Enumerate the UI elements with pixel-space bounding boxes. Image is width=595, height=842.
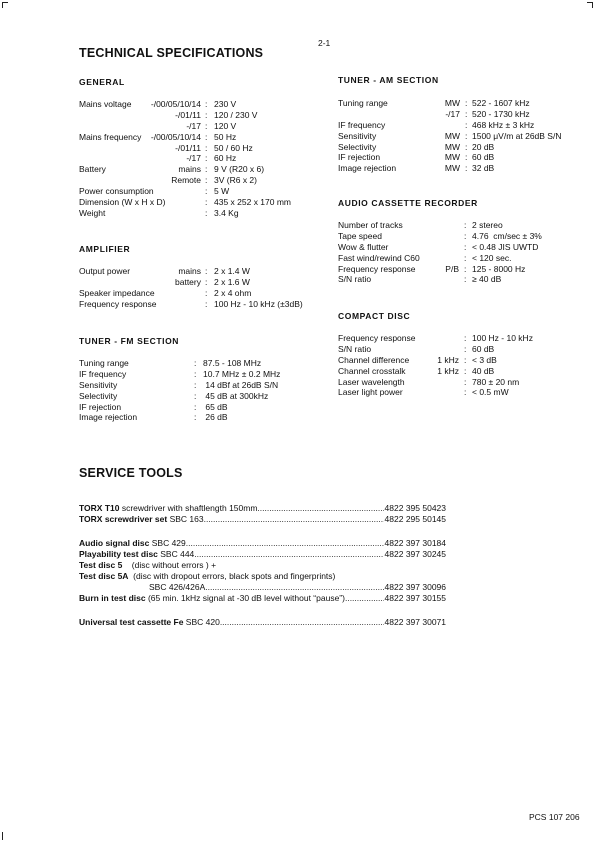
- corner-mark-top-right-h: [587, 2, 593, 3]
- spec-separator: :: [464, 220, 467, 230]
- spec-row: [338, 120, 588, 131]
- tuner-fm-spec-list: [79, 358, 329, 423]
- spec-row: [338, 131, 588, 142]
- spec-row: [79, 288, 329, 299]
- general-heading: GENERAL: [79, 77, 125, 87]
- spec-label: S/N ratio: [338, 343, 372, 354]
- spec-separator: :: [464, 387, 467, 398]
- tool-row-burn-in-disc: Burn in test disc (65 min. 1kHz signal at -30 dB level without “pause”) ..... 4822 397 30155: [79, 593, 446, 604]
- spec-separator: :: [205, 298, 208, 309]
- spec-separator: :: [465, 130, 468, 141]
- spec-separator: :: [464, 365, 467, 376]
- spec-label: Dimension (W x H x D): [79, 197, 166, 208]
- spec-label: Wow & flutter: [338, 241, 389, 252]
- spec-band: MW: [444, 130, 460, 141]
- spec-label: Sensitivity: [79, 379, 118, 390]
- spec-row: [338, 366, 588, 377]
- spec-value: 120 / 230 V: [214, 109, 258, 120]
- spec-value: 60 dB: [472, 343, 495, 354]
- spec-band: MW: [444, 141, 460, 152]
- spec-separator: :: [205, 207, 208, 218]
- spec-label: Frequency response: [338, 263, 416, 274]
- tuner-fm-heading: TUNER - FM SECTION: [79, 336, 180, 346]
- spec-band: P/B: [445, 263, 459, 274]
- tool-row-universal-cassette: Universal test cassette Fe SBC 420 ..... 4822 397 30071: [79, 617, 446, 628]
- spec-separator: :: [464, 343, 467, 354]
- spec-row: [79, 380, 329, 391]
- spec-variant: Remote: [171, 175, 201, 186]
- spec-row: [338, 387, 588, 398]
- spec-separator: :: [205, 120, 208, 131]
- spec-row: [338, 98, 588, 109]
- spec-separator: :: [205, 287, 208, 298]
- spec-label: S/N ratio: [338, 274, 372, 285]
- spec-row: [79, 175, 329, 186]
- spec-separator: :: [465, 152, 468, 163]
- spec-row: [79, 208, 329, 219]
- footer-document-code: PCS 107 206: [529, 812, 580, 822]
- spec-row: [338, 242, 588, 253]
- spec-value: < 0.5 mW: [472, 387, 509, 398]
- spec-row: [338, 344, 588, 355]
- page-number: 2-1: [318, 38, 331, 48]
- spec-row: [338, 152, 588, 163]
- spec-separator: :: [464, 333, 467, 343]
- spec-value: 100 Hz - 10 kHz: [472, 333, 533, 343]
- spec-separator: :: [205, 142, 208, 153]
- spec-value: 100 Hz - 10 kHz (±3dB): [214, 298, 303, 309]
- spec-value: 60 dB: [472, 152, 495, 163]
- tool-row-sbc-426: SBC 426/426A ..... 4822 397 30096: [149, 582, 446, 593]
- spec-value: 2 x 1.6 W: [214, 276, 250, 287]
- spec-value: 230 V: [214, 99, 237, 109]
- spec-label: Frequency response: [79, 298, 157, 309]
- spec-value: 65 dB: [203, 401, 228, 412]
- spec-row: [338, 220, 588, 231]
- spec-row: [338, 142, 588, 153]
- spec-label: IF frequency: [79, 368, 127, 379]
- spec-variant: -/17: [186, 120, 201, 131]
- spec-value: 45 dB at 300kHz: [203, 390, 269, 401]
- spec-label: Battery: [79, 164, 106, 175]
- spec-value: 87.5 - 108 MHz: [203, 358, 262, 368]
- spec-separator: :: [205, 276, 208, 287]
- spec-row: [79, 369, 329, 380]
- spec-label: Frequency response: [338, 333, 416, 343]
- spec-label: Weight: [79, 207, 106, 218]
- spec-row: [338, 377, 588, 388]
- cassette-spec-list: [338, 220, 588, 285]
- spec-separator: :: [464, 354, 467, 365]
- corner-mark-bottom-left: [2, 832, 3, 840]
- spec-separator: :: [464, 263, 467, 274]
- spec-separator: :: [205, 164, 208, 175]
- part-code: 4822 397 30245: [384, 549, 446, 559]
- spec-separator: :: [194, 401, 197, 412]
- tuner-am-spec-list: [338, 98, 588, 174]
- spec-row: [338, 264, 588, 275]
- spec-label: Image rejection: [338, 163, 397, 174]
- spec-value: 50 / 60 Hz: [214, 142, 253, 153]
- page-title: TECHNICAL SPECIFICATIONS: [79, 46, 264, 60]
- spec-row: [79, 412, 329, 423]
- spec-value: 32 dB: [472, 163, 495, 174]
- tool-row-torx-set: TORX screwdriver set SBC 163 ..... 4822 295 50145: [79, 514, 446, 525]
- spec-separator: :: [194, 390, 197, 401]
- tool-row-torx-t10: TORX T10 screwdriver with shaftlength 150mm ..... 4822 395 50423: [79, 503, 446, 514]
- spec-band: 1 kHz: [437, 354, 459, 365]
- tool-row-playability-disc: Playability test disc SBC 444 ..... 4822 397 30245: [79, 549, 446, 560]
- spec-row: [79, 277, 329, 288]
- spec-label: IF rejection: [79, 401, 122, 412]
- spec-variant: -/00/05/10/14: [150, 99, 201, 109]
- spec-row: [79, 132, 329, 143]
- spec-value: 9 V (R20 x 6): [214, 164, 265, 175]
- spec-separator: :: [205, 99, 208, 109]
- spec-band: MW: [444, 152, 460, 163]
- spec-row: [338, 109, 588, 120]
- spec-separator: :: [465, 163, 468, 174]
- spec-row: [338, 274, 588, 285]
- compact-disc-spec-list: [338, 333, 588, 398]
- part-code: 4822 397 30155: [384, 593, 446, 603]
- spec-separator: :: [464, 376, 467, 387]
- spec-value: 2 x 4 ohm: [214, 287, 252, 298]
- spec-row: [79, 110, 329, 121]
- spec-value: 5 W: [214, 186, 230, 197]
- spec-separator: :: [205, 175, 208, 186]
- tuner-am-heading: TUNER - AM SECTION: [338, 75, 439, 85]
- spec-variant: -/01/11: [175, 109, 201, 120]
- spec-value: 2 x 1.4 W: [214, 266, 250, 276]
- spec-row: [338, 355, 588, 366]
- spec-label: Channel crosstalk: [338, 365, 406, 376]
- spec-value: 780 ± 20 nm: [472, 376, 520, 387]
- spec-separator: :: [194, 412, 197, 423]
- spec-separator: :: [465, 98, 468, 108]
- spec-label: Output power: [79, 266, 131, 276]
- part-code: 4822 395 50423: [384, 503, 446, 513]
- spec-value: 60 Hz: [214, 153, 237, 164]
- spec-separator: :: [205, 197, 208, 208]
- spec-label: Sensitivity: [338, 130, 377, 141]
- spec-band: -/17: [445, 108, 460, 119]
- spec-label: Image rejection: [79, 412, 138, 423]
- spec-value: 520 - 1730 kHz: [472, 108, 530, 119]
- spec-label: Laser wavelength: [338, 376, 405, 387]
- spec-separator: :: [194, 358, 197, 368]
- spec-variant: mains: [178, 266, 201, 276]
- spec-label: Tuning range: [79, 358, 129, 368]
- spec-value: 14 dBf at 26dB S/N: [203, 379, 279, 390]
- spec-value: 10.7 MHz ± 0.2 MHz: [203, 368, 281, 379]
- spec-row: [338, 333, 588, 344]
- spec-value: 40 dB: [472, 365, 495, 376]
- spec-separator: :: [464, 230, 467, 241]
- tool-row-audio-signal-disc: Audio signal disc SBC 429 ..... 4822 397 30184: [79, 538, 446, 549]
- spec-value: 50 Hz: [214, 131, 237, 142]
- spec-variant: -/00/05/10/14: [150, 131, 201, 142]
- spec-row: [79, 153, 329, 164]
- spec-label: Mains voltage: [79, 99, 132, 109]
- spec-row: [79, 266, 329, 277]
- spec-label: Speaker impedance: [79, 287, 155, 298]
- spec-label: IF rejection: [338, 152, 381, 163]
- spec-value: 2 stereo: [472, 220, 503, 230]
- spec-separator: :: [465, 141, 468, 152]
- spec-label: Selectivity: [338, 141, 377, 152]
- spec-separator: :: [205, 186, 208, 197]
- service-tools-heading: SERVICE TOOLS: [79, 466, 183, 480]
- amplifier-spec-list: [79, 266, 329, 310]
- spec-separator: :: [465, 108, 468, 119]
- spec-row: [338, 231, 588, 242]
- part-code: 4822 397 30071: [384, 617, 446, 627]
- spec-label: Power consumption: [79, 186, 154, 197]
- spec-value: 3.4 Kg: [214, 207, 239, 218]
- spec-band: 1 kHz: [437, 365, 459, 376]
- spec-value: 522 - 1607 kHz: [472, 98, 530, 108]
- spec-label: Number of tracks: [338, 220, 403, 230]
- spec-value: 120 V: [214, 120, 237, 131]
- spec-variant: -/17: [186, 153, 201, 164]
- spec-separator: :: [194, 379, 197, 390]
- spec-row: [79, 358, 329, 369]
- spec-value: < 120 sec.: [472, 252, 512, 263]
- part-code: 4822 397 30096: [384, 582, 446, 592]
- spec-value: 468 kHz ± 3 kHz: [472, 119, 535, 130]
- spec-variant: mains: [178, 164, 201, 175]
- spec-separator: :: [205, 131, 208, 142]
- spec-row: [79, 197, 329, 208]
- spec-value: 20 dB: [472, 141, 495, 152]
- spec-value: 26 dB: [203, 412, 228, 423]
- spec-band: MW: [444, 163, 460, 174]
- spec-separator: :: [194, 368, 197, 379]
- spec-value: 4.76 cm/sec ± 3%: [472, 230, 542, 241]
- spec-row: [79, 143, 329, 154]
- part-code: 4822 295 50145: [384, 514, 446, 524]
- tool-row-test-disc-5a: Test disc 5A (disc with dropout errors, black spots and fingerprints): [79, 571, 336, 581]
- spec-label: Tape speed: [338, 230, 382, 241]
- spec-label: Fast wind/rewind C60: [338, 252, 420, 263]
- spec-row: [79, 121, 329, 132]
- spec-row: [338, 163, 588, 174]
- spec-label: Selectivity: [79, 390, 118, 401]
- spec-row: [79, 99, 329, 110]
- spec-value: < 0.48 JIS UWTD: [472, 241, 539, 252]
- spec-value: 1500 μV/m at 26dB S/N: [472, 130, 562, 141]
- cassette-heading: AUDIO CASSETTE RECORDER: [338, 198, 478, 208]
- spec-label: Laser light power: [338, 387, 403, 398]
- part-code: 4822 397 30184: [384, 538, 446, 548]
- spec-separator: :: [464, 241, 467, 252]
- spec-separator: :: [465, 119, 468, 130]
- general-spec-list: [79, 99, 329, 219]
- spec-variant: -/01/11: [175, 142, 201, 153]
- spec-value: 125 - 8000 Hz: [472, 263, 526, 274]
- spec-label: IF frequency: [338, 119, 386, 130]
- spec-value: ≥ 40 dB: [472, 274, 502, 285]
- amplifier-heading: AMPLIFIER: [79, 244, 131, 254]
- spec-value: 3V (R6 x 2): [214, 175, 257, 186]
- spec-band: MW: [444, 98, 460, 108]
- spec-label: Tuning range: [338, 98, 388, 108]
- spec-variant: battery: [175, 276, 201, 287]
- spec-row: [79, 164, 329, 175]
- spec-separator: :: [464, 252, 467, 263]
- spec-row: [79, 299, 329, 310]
- spec-separator: :: [205, 266, 208, 276]
- compact-disc-heading: COMPACT DISC: [338, 311, 411, 321]
- spec-row: [79, 186, 329, 197]
- tool-row-test-disc-5: Test disc 5 (disc without errors ) +: [79, 560, 217, 570]
- spec-label: Mains frequency: [79, 131, 142, 142]
- spec-value: < 3 dB: [472, 354, 497, 365]
- spec-row: [79, 402, 329, 413]
- spec-row: [79, 391, 329, 402]
- spec-separator: :: [464, 274, 467, 285]
- spec-label: Channel difference: [338, 354, 410, 365]
- spec-row: [338, 253, 588, 264]
- spec-separator: :: [205, 109, 208, 120]
- spec-value: 435 x 252 x 170 mm: [214, 197, 292, 208]
- corner-mark-top-left-h: [2, 2, 8, 3]
- spec-separator: :: [205, 153, 208, 164]
